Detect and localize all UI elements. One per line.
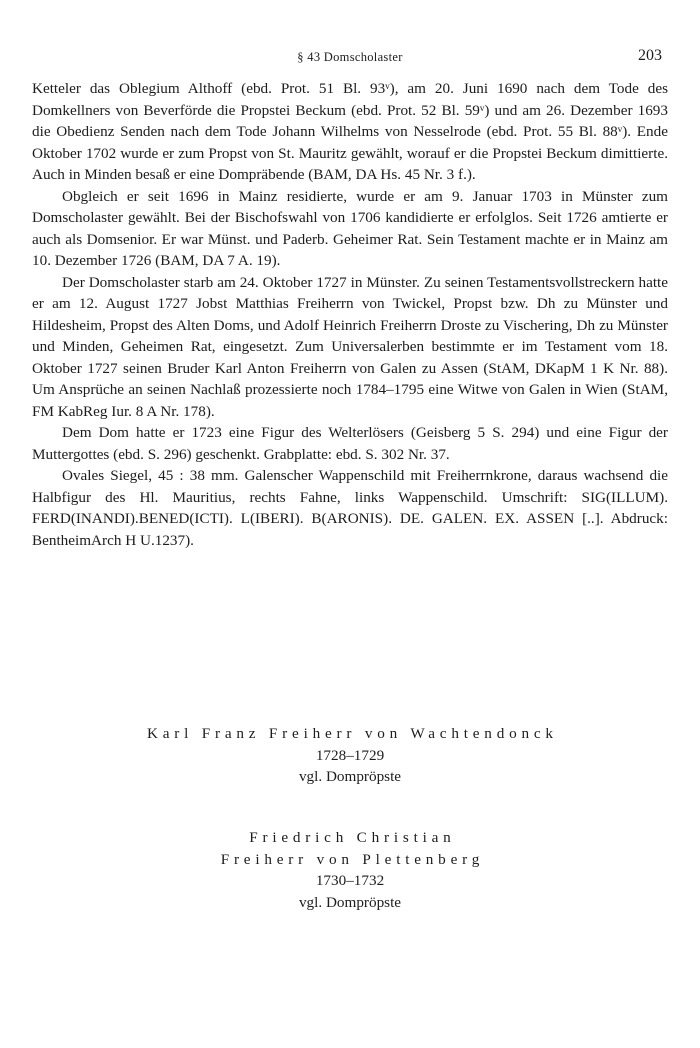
body-text: [32, 78, 668, 551]
person-years: 1730–1732: [315, 872, 385, 889]
section-title: § 43 Domscholaster: [297, 50, 403, 64]
paragraph: Ovales Siegel, 45 : 38 mm. Galenscher Wappenschild mit Freiherrnkrone, daraus wachsend die Halbfigur des Hl. Mauritius, rechts Fahne, links Wappenschild. Umschrift: SIG(ILLUM). FERD(INANDI).BENED(ICTI). L(IBERI). B(ARONIS). DE. GALEN. EX. ASSEN [..]. Abdruck: BentheimArch H U.1237).: [32, 467, 668, 549]
person-name-continued: Freiherr von Plettenberg: [220, 850, 485, 868]
paragraph: Ketteler das Oblegium Althoff (ebd. Prot. 51 Bl. 93ᵛ), am 20. Juni 1690 nach dem Tode des Domkellners von Beverförde die Propstei Beckum (ebd. Prot. 52 Bl. 59ᵛ) und am 26. Dezember 1693 die Obedienz Senden nach dem Tode Johann Wilhelms von Nesselrode (ebd. Prot. 55 Bl. 88ᵛ). Ende Oktober 1702 wurde er zum Propst von St. Mauritz gewählt, worauf er die Propstei Beckum dimittierte. Auch in Minden besaß er eine Dompräbende (BAM, DA Hs. 45 Nr. 3 f.).: [32, 80, 668, 183]
paragraph: Dem Dom hatte er 1723 eine Figur des Welterlösers (Geisberg 5 S. 294) und eine Figur der Muttergottes (ebd. S. 296) geschenkt. Grabplatte: ebd. S. 302 Nr. 37.: [32, 424, 668, 463]
paragraph: Obgleich er seit 1696 in Mainz residierte, wurde er am 9. Januar 1703 in Münster zum Domscholaster gewählt. Bei der Bischofswahl von 1706 kandidierte er erfolglos. Seit 1726 amtierte er auch als Domsenior. Er war Münst. und Paderb. Geheimer Rat. Sein Testament machte er in Mainz am 10. Dezember 1726 (BAM, DA 7 A. 19).: [32, 187, 668, 269]
cross-reference: vgl. Dompröpste: [298, 768, 402, 785]
paragraph: Der Domscholaster starb am 24. Oktober 1727 in Münster. Zu seinen Testamentsvollstreckern hatte er am 12. August 1727 Jobst Matthias Freiherrn von Twickel, Propst bzw. Dh zu Münster und Hildesheim, Propst des Alten Doms, und Adolf Heinrich Freiherrn Droste zu Vischering, Dh zu Münster und Minden, Geheimen Rat, eingesetzt. Zum Universalerben bestimmte er im Testament vom 18. Oktober 1727 seinen Bruder Karl Anton Freiherrn von Galen zu Assen (StAM, DKapM 1 K Nr. 88). Um Ansprüche an seinen Nachlaß prozessierte noch 1784–1795 eine Witwe von Galen in Wien (StAM, FM KabReg Iur. 8 A Nr. 178).: [32, 273, 668, 420]
person-entry: [32, 723, 668, 788]
person-entry: [32, 827, 668, 913]
page-number: 203: [638, 47, 662, 64]
running-head: [32, 47, 668, 72]
person-name: Friedrich Christian: [249, 829, 456, 846]
person-name: Karl Franz Freiherr von Wachtendonck: [146, 725, 558, 742]
cross-reference: vgl. Dompröpste: [298, 893, 402, 911]
person-years: 1728–1729: [315, 746, 385, 764]
